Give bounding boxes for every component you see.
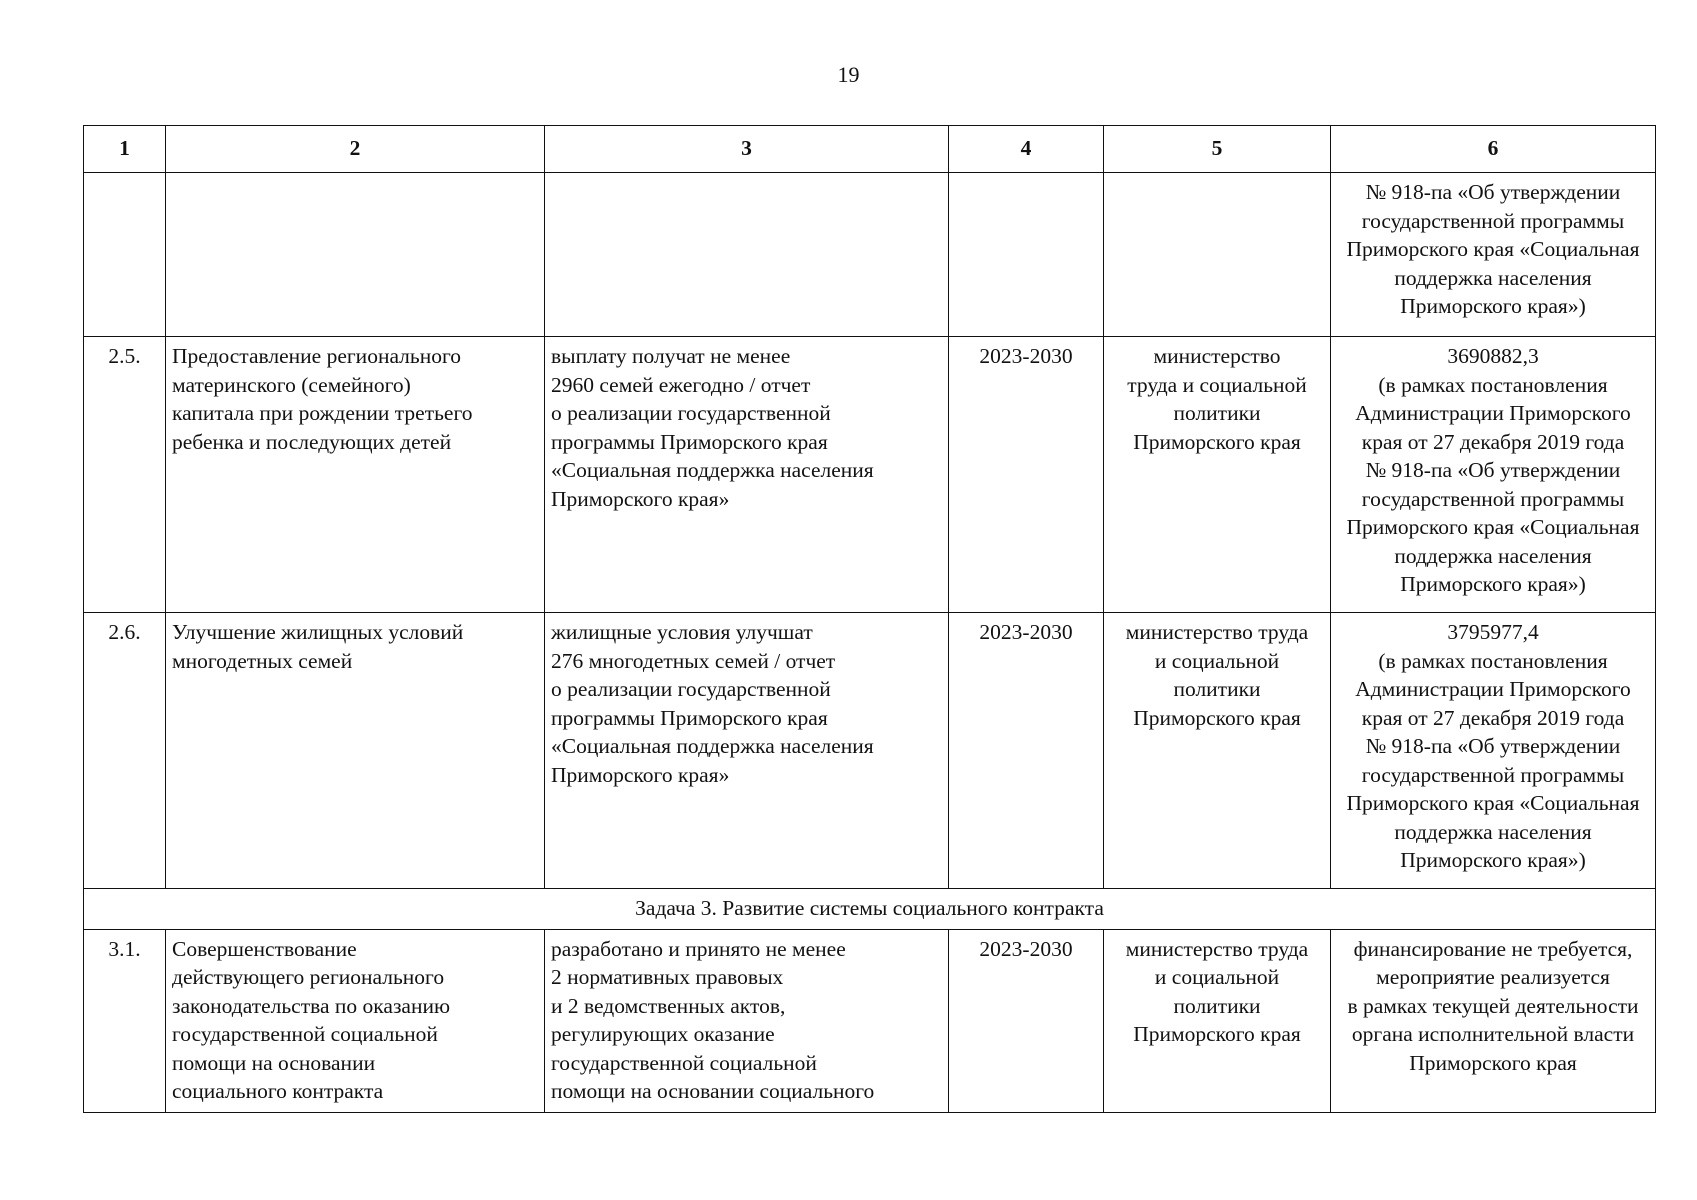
period-cell: 2023-2030 xyxy=(949,613,1104,889)
result-cell: жилищные условия улучшат 276 многодетных семей / отчет о реализации государственной программы Приморского края «Социальная поддержка населения Приморского края» xyxy=(545,613,949,889)
column-2-header: 2 xyxy=(166,126,545,173)
period-cell: 2023-2030 xyxy=(949,929,1104,1112)
executor-cell: министерство труда и социальной политики Приморского края xyxy=(1104,613,1331,889)
executor-cell: министерство труда и социальной политики Приморского края xyxy=(1104,929,1331,1112)
column-3-header: 3 xyxy=(545,126,949,173)
row-number-cell: 3.1. xyxy=(84,929,166,1112)
event-cell xyxy=(166,173,545,337)
result-cell xyxy=(545,173,949,337)
column-6-header: 6 xyxy=(1331,126,1656,173)
result-cell: выплату получат не менее 2960 семей ежегодно / отчет о реализации государственной программы Приморского края «Социальная поддержка населения Приморского края» xyxy=(545,337,949,613)
task-heading-row xyxy=(84,889,1656,930)
table-row-3-1 xyxy=(84,929,1656,1112)
page-number: 19 xyxy=(837,62,860,87)
event-cell: Улучшение жилищных условий многодетных семей xyxy=(166,613,545,889)
event-cell: Совершенствование действующего регионального законодательства по оказанию государственной социальной помощи на основании социального контракта xyxy=(166,929,545,1112)
table-row-continuation xyxy=(84,173,1656,337)
funding-cell: № 918-па «Об утверждении государственной программы Приморского края «Социальная поддержка населения Приморского края») xyxy=(1331,173,1656,337)
plan-table xyxy=(83,125,1656,1113)
table-row-2-5 xyxy=(84,337,1656,613)
period-cell xyxy=(949,173,1104,337)
period-cell: 2023-2030 xyxy=(949,337,1104,613)
column-number-header xyxy=(84,126,1656,173)
table-row-2-6 xyxy=(84,613,1656,889)
row-number-cell xyxy=(84,173,166,337)
row-number-cell: 2.5. xyxy=(84,337,166,613)
column-4-header: 4 xyxy=(949,126,1104,173)
executor-cell xyxy=(1104,173,1331,337)
funding-cell: 3795977,4 (в рамках постановления Администрации Приморского края от 27 декабря 2019 года № 918-па «Об утверждении государственной программы Приморского края «Социальная поддержка населения Приморского края») xyxy=(1331,613,1656,889)
result-cell: разработано и принято не менее 2 нормативных правовых и 2 ведомственных актов, регулирующих оказание государственной социальной помощи на основании социального xyxy=(545,929,949,1112)
column-5-header: 5 xyxy=(1104,126,1331,173)
event-cell: Предоставление регионального материнского (семейного) капитала при рождении третьего ребенка и последующих детей xyxy=(166,337,545,613)
row-number-cell: 2.6. xyxy=(84,613,166,889)
task-heading: Задача 3. Развитие системы социального контракта xyxy=(84,889,1656,930)
executor-cell: министерство труда и социальной политики Приморского края xyxy=(1104,337,1331,613)
funding-cell: 3690882,3 (в рамках постановления Администрации Приморского края от 27 декабря 2019 года № 918-па «Об утверждении государственной программы Приморского края «Социальная поддержка населения Приморского края») xyxy=(1331,337,1656,613)
column-1-header: 1 xyxy=(84,126,166,173)
funding-cell: финансирование не требуется, мероприятие реализуется в рамках текущей деятельности органа исполнительной власти Приморского края xyxy=(1331,929,1656,1112)
